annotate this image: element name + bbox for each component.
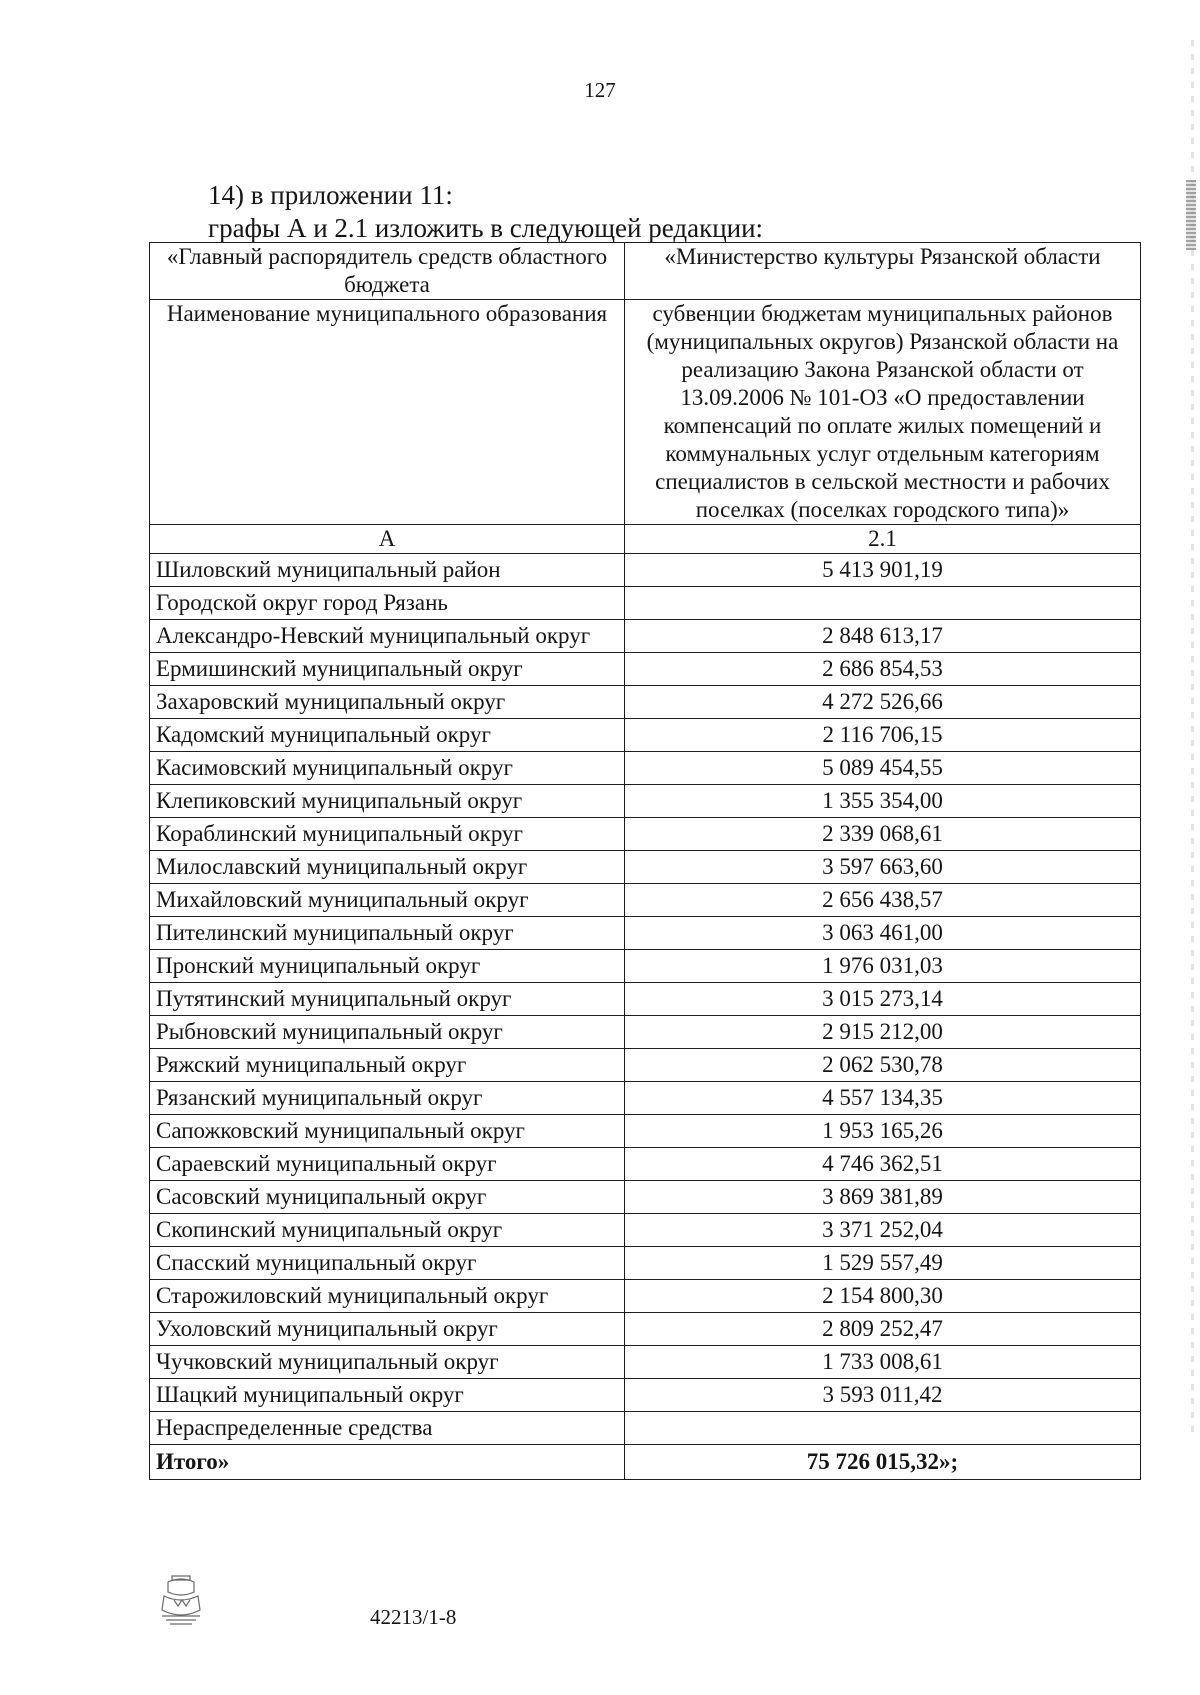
- municipality-name: Касимовский муниципальный округ: [150, 752, 625, 785]
- table-row: [150, 719, 1141, 752]
- municipality-name: Городской округ город Рязань: [150, 587, 625, 620]
- subvention-amount: 1 976 031,03: [625, 950, 1141, 983]
- subvention-amount: 2 339 068,61: [625, 818, 1141, 851]
- table-row: [150, 1280, 1141, 1313]
- subvention-amount: 4 272 526,66: [625, 686, 1141, 719]
- subvention-amount: 3 371 252,04: [625, 1214, 1141, 1247]
- table-row: [150, 620, 1141, 653]
- subvention-amount: 3 015 273,14: [625, 983, 1141, 1016]
- scan-edge-noise: [1191, 40, 1194, 1440]
- column-index-a: А: [150, 525, 625, 554]
- table-row: [150, 1379, 1141, 1412]
- subvention-amount: 3 869 381,89: [625, 1181, 1141, 1214]
- table-row: [150, 1082, 1141, 1115]
- municipality-name: Чучковский муниципальный округ: [150, 1346, 625, 1379]
- municipality-name: Сасовский муниципальный округ: [150, 1181, 625, 1214]
- header-municipality-label: Наименование муниципального образования: [150, 300, 625, 525]
- municipality-name: Кораблинский муниципальный округ: [150, 818, 625, 851]
- table-row: [150, 1346, 1141, 1379]
- subvention-amount: 2 809 252,47: [625, 1313, 1141, 1346]
- table-row: [150, 917, 1141, 950]
- municipality-name: Рязанский муниципальный округ: [150, 1082, 625, 1115]
- municipality-name: Старожиловский муниципальный округ: [150, 1280, 625, 1313]
- table-index-row: [150, 525, 1141, 554]
- table-total-row: [150, 1445, 1141, 1480]
- table-row: [150, 983, 1141, 1016]
- table-row: [150, 1313, 1141, 1346]
- table-row: [150, 851, 1141, 884]
- municipality-name: Спасский муниципальный округ: [150, 1247, 625, 1280]
- header-ministry-name: «Министерство культуры Рязанской области: [625, 243, 1141, 300]
- table-row: [150, 1214, 1141, 1247]
- municipality-name: Рыбновский муниципальный округ: [150, 1016, 625, 1049]
- intro-line-1: 14) в приложении 11:: [208, 180, 453, 210]
- table-row: [150, 752, 1141, 785]
- table-header-row-1: [150, 243, 1141, 300]
- municipality-name: Пителинский муниципальный округ: [150, 917, 625, 950]
- coat-of-arms-icon: [158, 1572, 204, 1626]
- subvention-amount: 4 557 134,35: [625, 1082, 1141, 1115]
- page-number: 127: [584, 78, 616, 102]
- subvention-amount: 3 593 011,42: [625, 1379, 1141, 1412]
- municipality-name: Сараевский муниципальный округ: [150, 1148, 625, 1181]
- column-index-b: 2.1: [625, 525, 1141, 554]
- header-budget-manager-label: «Главный распорядитель средств областного бюджета: [150, 243, 625, 300]
- subvention-amount: [625, 587, 1141, 620]
- table-row: [150, 554, 1141, 587]
- municipality-name: Милославский муниципальный округ: [150, 851, 625, 884]
- table-row: [150, 1247, 1141, 1280]
- subvention-amount: 4 746 362,51: [625, 1148, 1141, 1181]
- total-label: Итого»: [150, 1445, 625, 1480]
- subvention-amount: [625, 1412, 1141, 1445]
- subvention-amount: 2 915 212,00: [625, 1016, 1141, 1049]
- table-row: [150, 686, 1141, 719]
- subvention-amount: 2 848 613,17: [625, 620, 1141, 653]
- municipality-name: Путятинский муниципальный округ: [150, 983, 625, 1016]
- subvention-amount: 1 733 008,61: [625, 1346, 1141, 1379]
- subvention-amount: 2 686 854,53: [625, 653, 1141, 686]
- municipality-name: Ухоловский муниципальный округ: [150, 1313, 625, 1346]
- budget-table: [149, 242, 1141, 1480]
- municipality-name: Скопинский муниципальный округ: [150, 1214, 625, 1247]
- subvention-amount: 5 413 901,19: [625, 554, 1141, 587]
- municipality-name: Пронский муниципальный округ: [150, 950, 625, 983]
- municipality-name: Ряжский муниципальный округ: [150, 1049, 625, 1082]
- table-header-row-2: [150, 300, 1141, 525]
- table-row: [150, 818, 1141, 851]
- total-amount: 75 726 015,32»;: [625, 1445, 1141, 1480]
- municipality-name: Михайловский муниципальный округ: [150, 884, 625, 917]
- municipality-name: Александро-Невский муниципальный округ: [150, 620, 625, 653]
- table-row: [150, 884, 1141, 917]
- table-row: [150, 1181, 1141, 1214]
- table-row: [150, 1115, 1141, 1148]
- subvention-amount: 2 656 438,57: [625, 884, 1141, 917]
- table-row: [150, 1016, 1141, 1049]
- subvention-amount: 1 355 354,00: [625, 785, 1141, 818]
- header-subvention-description: субвенции бюджетам муниципальных районов (муниципальных округов) Рязанской области на реализацию Закона Рязанской области от 13.09.2006 № 101-ОЗ «О предоставлении компенсаций по оплате жилых помещений и коммунальных услуг отдельным категориям специалистов в сельской местности и рабочих поселках (поселках городского типа)»: [625, 300, 1141, 525]
- table-row: [150, 950, 1141, 983]
- subvention-amount: 3 063 461,00: [625, 917, 1141, 950]
- municipality-name: Кадомский муниципальный округ: [150, 719, 625, 752]
- subvention-amount: 2 154 800,30: [625, 1280, 1141, 1313]
- table-row: [150, 785, 1141, 818]
- subvention-amount: 5 089 454,55: [625, 752, 1141, 785]
- intro-line-2: графы А и 2.1 изложить в следующей редакции:: [208, 213, 764, 243]
- municipality-name: Клепиковский муниципальный округ: [150, 785, 625, 818]
- subvention-amount: 1 953 165,26: [625, 1115, 1141, 1148]
- municipality-name: Ермишинский муниципальный округ: [150, 653, 625, 686]
- municipality-name: Шацкий муниципальный округ: [150, 1379, 625, 1412]
- table-row: [150, 587, 1141, 620]
- document-code: 42213/1-8: [370, 1605, 457, 1629]
- subvention-amount: 3 597 663,60: [625, 851, 1141, 884]
- table-row: [150, 653, 1141, 686]
- municipality-name: Захаровский муниципальный округ: [150, 686, 625, 719]
- subvention-amount: 1 529 557,49: [625, 1247, 1141, 1280]
- municipality-name: Сапожковский муниципальный округ: [150, 1115, 625, 1148]
- table-row: [150, 1148, 1141, 1181]
- scan-edge-mark: [1186, 180, 1196, 250]
- table-row: [150, 1412, 1141, 1445]
- subvention-amount: 2 116 706,15: [625, 719, 1141, 752]
- subvention-amount: 2 062 530,78: [625, 1049, 1141, 1082]
- municipality-name: Нераспределенные средства: [150, 1412, 625, 1445]
- table-row: [150, 1049, 1141, 1082]
- municipality-name: Шиловский муниципальный район: [150, 554, 625, 587]
